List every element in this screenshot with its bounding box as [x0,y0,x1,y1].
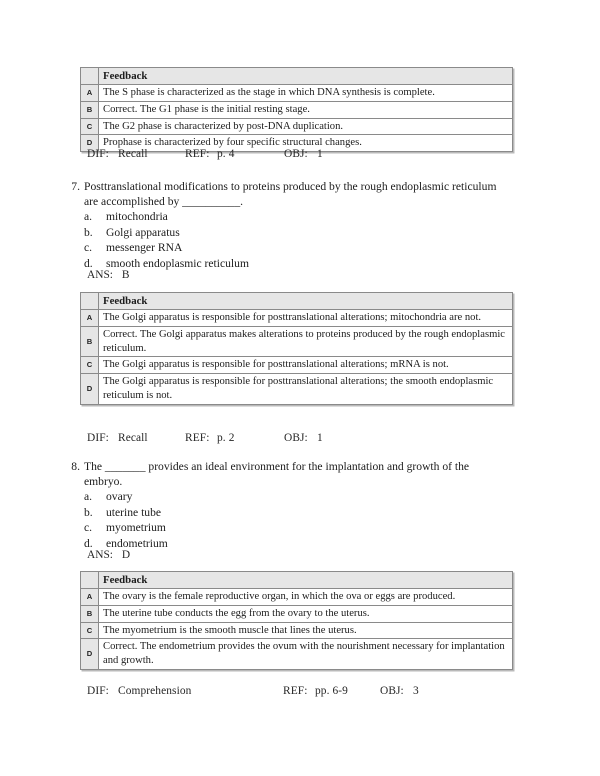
question-block [60,180,530,271]
option-letter: a. [84,210,93,224]
feedback-text-cell: Prophase is characterized by four specific structural changes. [99,135,513,152]
answer-option[interactable] [60,240,530,255]
answer-option[interactable] [60,536,530,551]
option-text: endometrium [106,536,168,550]
ref-value: p. 4 [217,148,235,160]
obj-value: 1 [317,148,323,160]
feedback-text-cell: The uterine tube conducts the egg from the ovary to the uterus. [99,605,513,622]
question-stem [60,180,530,209]
option-letter: d. [84,256,93,270]
feedback-header-cell: Feedback [99,572,513,589]
option-text: messenger RNA [106,241,183,255]
question-number: 7. [71,180,80,193]
answer-option[interactable] [60,209,530,224]
option-text: ovary [106,490,133,504]
table-row [81,326,513,357]
table-header-row [81,293,513,310]
feedback-header-cell: Feedback [99,68,513,85]
feedback-text-cell: The Golgi apparatus is responsible for posttranslational alterations; mRNA is not. [99,357,513,374]
header-blank-cell [81,572,99,589]
ans-label: ANS: [87,269,113,281]
table-row [81,101,513,118]
table-row [81,310,513,327]
answer-options-list [60,209,530,271]
obj-value: 1 [317,432,323,444]
feedback-text-cell: The myometrium is the smooth muscle that lines the uterus. [99,622,513,639]
feedback-text-cell: The S phase is characterized as the stage in which DNA synthesis is complete. [99,85,513,102]
table-row [81,118,513,135]
header-blank-cell [81,293,99,310]
option-letter-cell: A [81,589,99,606]
feedback-text-cell: The ovary is the female reproductive organ, in which the ova or eggs are produced. [99,589,513,606]
option-text: uterine tube [106,505,162,519]
dif-value: Recall [118,432,148,444]
table-row [81,357,513,374]
answer-options-list [60,489,530,551]
option-letter-cell: D [81,374,99,405]
option-letter-cell: A [81,85,99,102]
feedback-text-cell: The Golgi apparatus is responsible for posttranslational alterations; the smooth endoplasmic reticulum is not. [99,374,513,405]
option-letter: d. [84,536,93,550]
table-row [81,589,513,606]
dif-value: Comprehension [118,685,192,697]
table-header-row [81,572,513,589]
feedback-table [80,571,513,670]
ans-label: ANS: [87,549,113,561]
ans-value: B [121,269,130,281]
question-stem-line-2: are accomplished by __________. [84,194,244,208]
option-letter: c. [84,241,93,255]
answer-option[interactable] [60,505,530,520]
ref-value: pp. 6-9 [315,685,348,697]
option-text: smooth endoplasmic reticulum [106,256,249,270]
option-letter: b. [84,225,93,239]
question-stem [60,460,530,489]
option-text: Golgi apparatus [106,225,180,239]
option-letter-cell: D [81,135,99,152]
ref-label: REF: [283,685,308,697]
feedback-table [80,67,513,152]
feedback-text-cell: The Golgi apparatus is responsible for posttranslational alterations; mitochondria are not. [99,310,513,327]
question-stem-line-1: Posttranslational modifications to proteins produced by the rough endoplasmic reticulum [84,180,497,193]
answer-option[interactable] [60,225,530,240]
feedback-text-cell: Correct. The endometrium provides the ovum with the nourishment necessary for implantation and growth. [99,639,513,670]
option-letter-cell: C [81,357,99,374]
answer-option[interactable] [60,256,530,271]
metadata-line [87,685,507,699]
ref-label: REF: [185,432,210,444]
table-row [81,85,513,102]
dif-label: DIF: [87,685,109,697]
option-letter-cell: B [81,101,99,118]
ref-value: p. 2 [217,432,235,444]
option-letter-cell: B [81,326,99,357]
option-text: mitochondria [106,210,168,224]
ref-label: REF: [185,148,210,160]
table-row [81,639,513,670]
answer-option[interactable] [60,520,530,535]
option-letter-cell: D [81,639,99,670]
obj-label: OBJ: [380,685,404,697]
answer-option[interactable] [60,489,530,504]
answer-line [87,269,129,281]
obj-label: OBJ: [284,148,308,160]
obj-value: 3 [413,685,419,697]
option-letter-cell: C [81,622,99,639]
option-letter-cell: C [81,118,99,135]
metadata-line [87,432,507,446]
answer-line [87,549,130,561]
feedback-table [80,292,513,405]
question-stem-line-1: The _______ provides an ideal environment for the implantation and growth of the [84,460,470,473]
ans-value: D [121,549,131,561]
option-letter: c. [84,521,93,535]
question-number: 8. [71,460,80,473]
question-stem-line-2: embryo. [84,474,123,488]
option-text: myometrium [106,521,166,535]
header-blank-cell [81,68,99,85]
table-header-row [81,68,513,85]
table-row [81,622,513,639]
feedback-text-cell: Correct. The G1 phase is the initial resting stage. [99,101,513,118]
metadata-line [87,148,507,162]
option-letter-cell: B [81,605,99,622]
dif-label: DIF: [87,148,109,160]
table-row [81,605,513,622]
feedback-text-cell: The G2 phase is characterized by post-DNA duplication. [99,118,513,135]
dif-label: DIF: [87,432,109,444]
question-block [60,460,530,551]
option-letter: b. [84,505,93,519]
feedback-header-cell: Feedback [99,293,513,310]
table-row [81,374,513,405]
dif-value: Recall [118,148,148,160]
option-letter-cell: A [81,310,99,327]
obj-label: OBJ: [284,432,308,444]
feedback-text-cell: Correct. The Golgi apparatus makes alterations to proteins produced by the rough endoplasmic reticulum. [99,326,513,357]
option-letter: a. [84,490,93,504]
